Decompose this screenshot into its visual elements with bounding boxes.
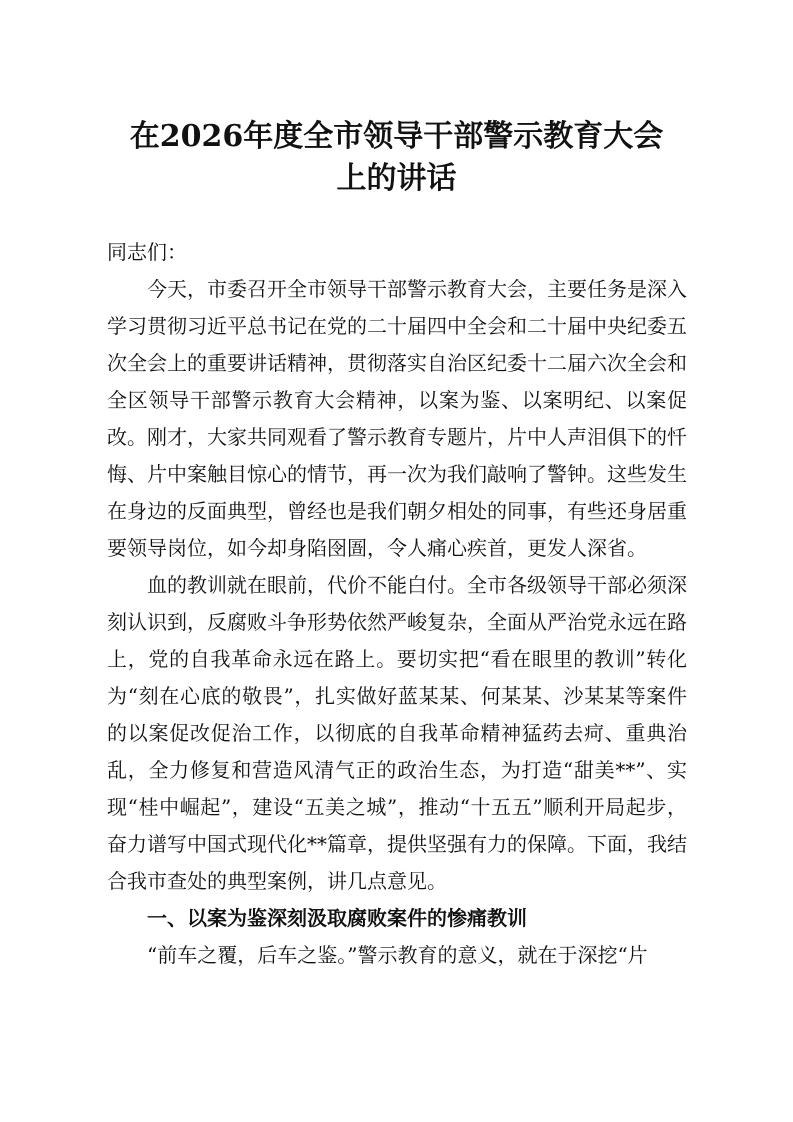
section-paragraph: “前车之覆，后车之鉴。”警示教育的意义，就在于深挖“片: [147, 943, 648, 967]
salutation: 同志们：: [107, 240, 187, 264]
section-heading: 一、以案为鉴深刻汲取腐败案件的惨痛教训: [147, 906, 527, 930]
paragraph-1: 今天，市委召开全市领导干部警示教育大会，主要任务是深入学习贯彻习近平总书记在党的二十届四中全会和二十届中央纪委五次全会上的重要讲话精神，贯彻落实自治区纪委十二届六次全会和全区领导干部警示教育大会精神，以案为鉴、以案明纪、以案促改。刚才，大家共同观看了警示教育专题片，片中人声泪俱下的忏悔、片中案触目惊心的情节，再一次为我们敲响了警钟。这些发生在身边的反面典型，曾经也是我们朝夕相处的同事，有些还身居重要领导岗位，如今却身陷囹圄，令人痛心疾首，更发人深省。: [107, 277, 687, 560]
document-title-line-2: 上的讲话: [336, 161, 457, 196]
paragraph-2: 血的教训就在眼前，代价不能白付。全市各级领导干部必须深刻认识到，反腐败斗争形势依然严峻复杂，全面从严治党永远在路上，党的自我革命永远在路上。要切实把“看在眼里的教训”转化为“刻在心底的敬畏”，扎实做好蓝某某、何某某、沙某某等案件的以案促改促治工作，以彻底的自我革命精神猛药去疴、重典治乱，全力修复和营造风清气正的政治生态，为打造“甜美**”、实现“桂中崛起”，建设“五美之城”，推动“十五五”顺利开局起步，奋力谱写中国式现代化**篇章，提供坚强有力的保障。下面，我结合我市查处的典型案例，讲几点意见。: [107, 573, 687, 893]
document-body: [107, 234, 687, 974]
document-title-line-1: 在2026年度全市领导干部警示教育大会: [129, 119, 664, 154]
